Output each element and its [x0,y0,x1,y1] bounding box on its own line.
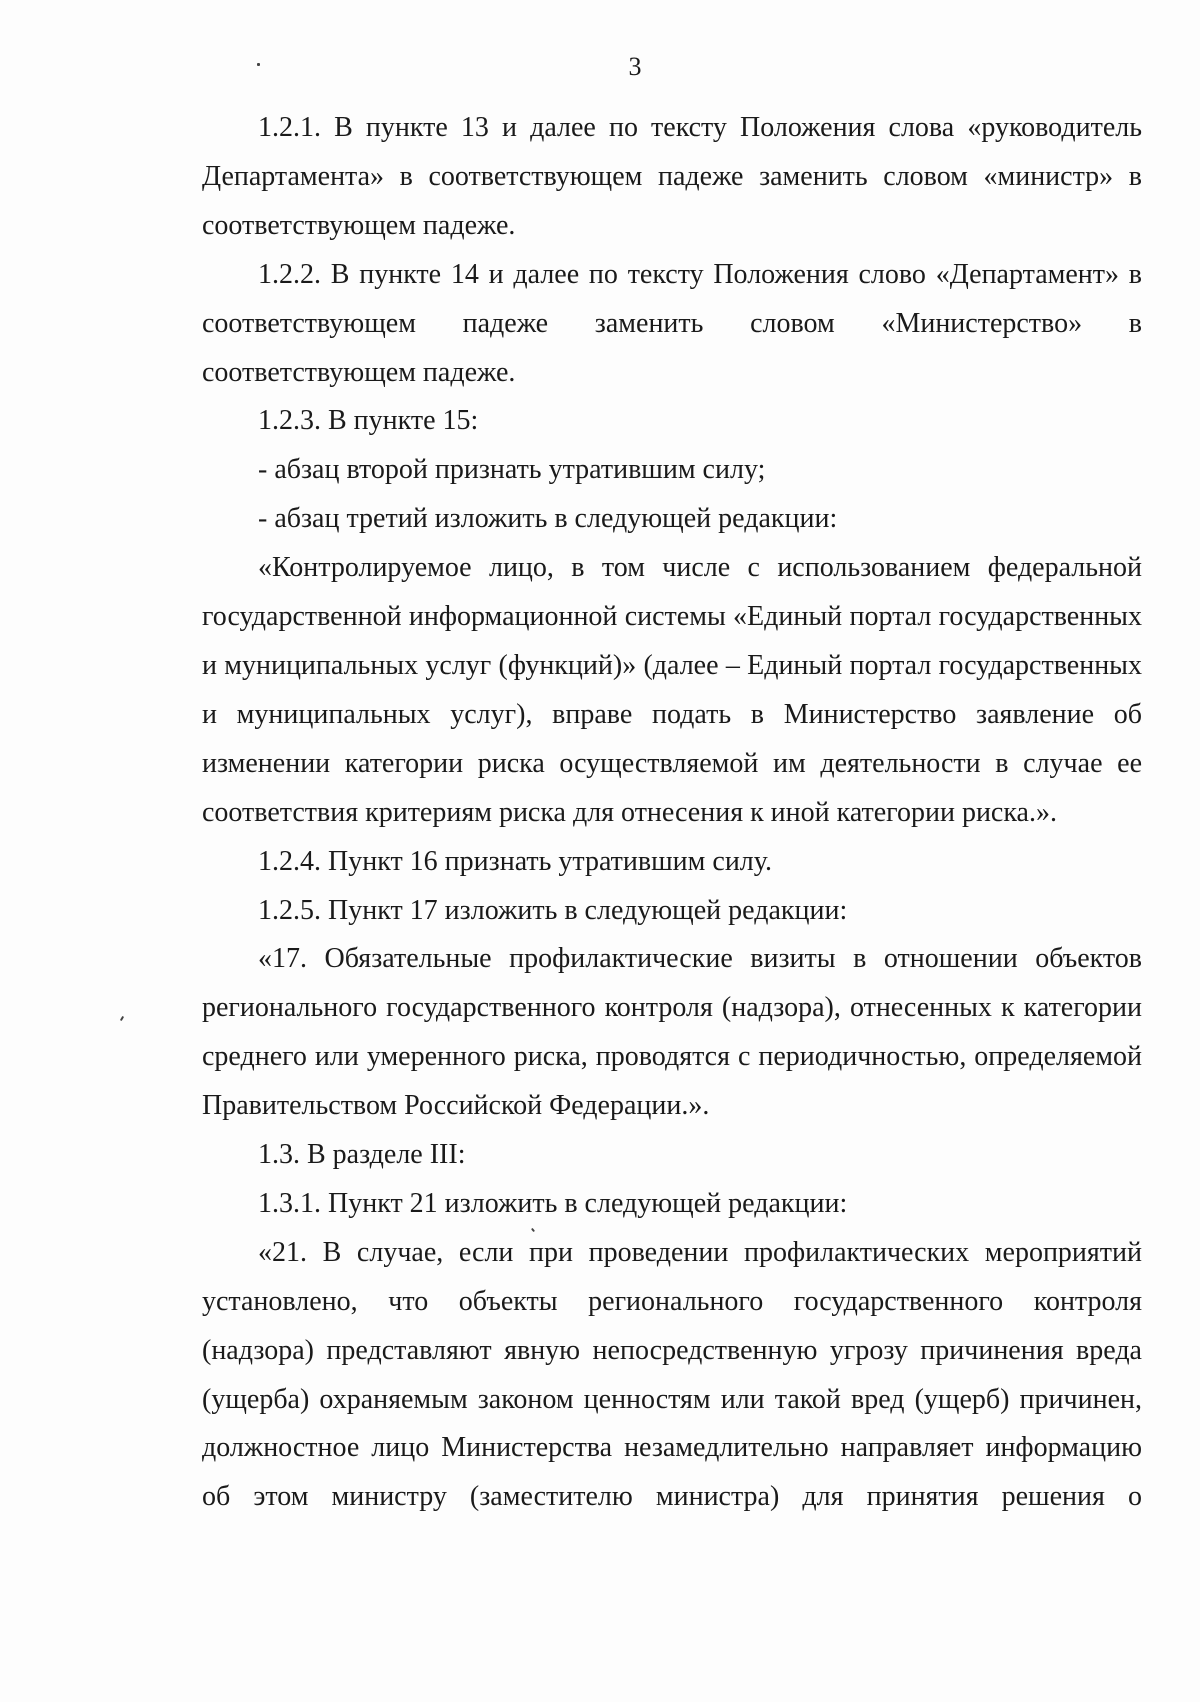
paragraph-1-3: 1.3. В разделе III: [258,1139,466,1171]
paragraph-1-2-5: 1.2.5. Пункт 17 изложить в следующей редакции: [258,894,848,926]
paragraph-1-3-1: 1.3.1. Пункт 21 изложить в следующей редакции: [258,1187,848,1219]
paragraph-1-2-3: 1.2.3. В пункте 15: [258,405,479,437]
quoted-point-21: «21. В случае, если при проведении профилактических мероприятий установлено, что объекты регионального государственного контроля (надзора) представляют явную непосредственную угрозу причинения вреда (ущерба) охраняемым законом ценностям или такой вред (ущерб) причинен, должностное лицо Министерства незамедлительно направляет информацию об этом министру (заместителю министра) для принятия решения о [202,1236,1142,1513]
paragraph-1-2-4: 1.2.4. Пункт 16 признать утратившим силу. [258,845,772,877]
list-item-paragraph-two: - абзац второй признать утратившим силу; [258,454,766,486]
list-item-paragraph-three: - абзац третий изложить в следующей редакции: [258,503,838,535]
quoted-new-paragraph-three: «Контролируемое лицо, в том числе с использованием федеральной государственной информационной системы «Единый портал государственных и муниципальных услуг (функций)» (далее – Единый портал государственных и муниципальных услуг), вправе подать в Министерство заявление об изменении категории риска осуществляемой им деятельности в случае ее соответствия критериям риска для отнесения к иной категории риска.». [202,552,1142,828]
paragraph-1-2-1: 1.2.1. В пункте 13 и далее по тексту Положения слова «руководитель Департамента» в соответствующем падеже заменить словом «министр» в соответствующем падеже. [202,112,1142,241]
quoted-point-17: «17. Обязательные профилактические визиты в отношении объектов регионального государственного контроля (надзора), отнесенных к категории среднего или умеренного риска, проводятся с периодичностью, определяемой Правительством Российской Федерации.». [202,943,1142,1122]
paragraph-1-2-2: 1.2.2. В пункте 14 и далее по тексту Положения слово «Департамент» в соответствующем падеже заменить словом «Министерство» в соответствующем падеже. [202,258,1142,388]
scan-speck [120,1016,124,1021]
document-body [202,104,1142,1522]
scan-speck [257,63,260,66]
page-number: 3 [628,52,642,81]
